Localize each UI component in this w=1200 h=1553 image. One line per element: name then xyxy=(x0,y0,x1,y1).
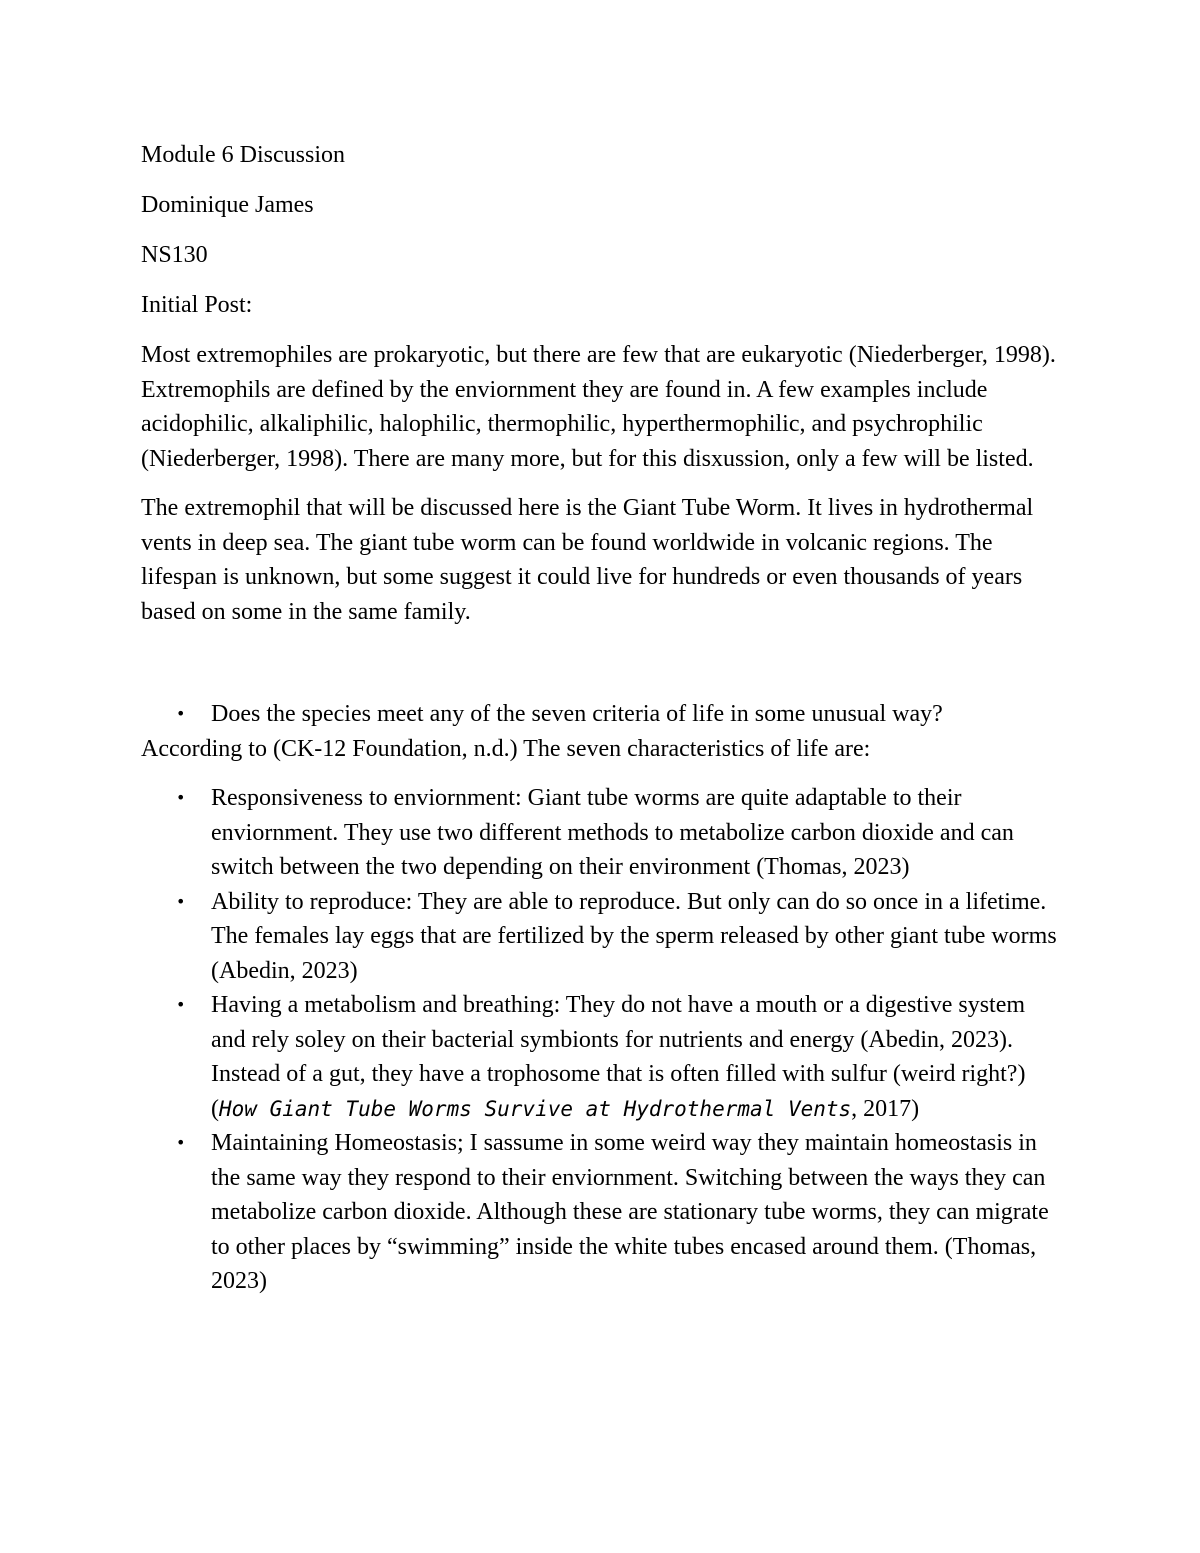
bullet-icon: • xyxy=(176,1133,186,1152)
criteria-list xyxy=(141,781,1061,1299)
section-heading: Initial Post: xyxy=(141,292,253,318)
bullet-icon: • xyxy=(176,704,186,723)
course-code: NS130 xyxy=(141,242,208,268)
bullet-icon: • xyxy=(176,995,186,1014)
list-item-homeostasis xyxy=(141,1126,1061,1299)
author-name: Dominique James xyxy=(141,192,314,218)
list-item-text: Responsiveness to enviornment: Giant tube worms are quite adaptable to their enviornment. They use two different methods to metabolize carbon dioxide and can switch between the two depending on their environment (Thomas, 2023) xyxy=(211,785,1014,880)
citation-year: , 2017) xyxy=(851,1095,920,1122)
list-item-metabolism xyxy=(141,988,1061,1126)
document-title: Module 6 Discussion xyxy=(141,142,345,168)
bullet-icon: • xyxy=(176,891,186,911)
citation-title: How Giant Tube Worms Survive at Hydrothermal Vents xyxy=(219,1096,852,1121)
spacer xyxy=(141,644,1061,697)
bullet-icon: • xyxy=(176,788,186,807)
question-text: Does the species meet any of the seven criteria of life in some unusual way? xyxy=(211,701,943,727)
criteria-intro: According to (CK-12 Foundation, n.d.) The seven characteristics of life are: xyxy=(141,735,871,762)
list-item-text: Having a metabolism and breathing: They do not have a mouth or a digestive system and rely soley on their bacterial symbionts for nutrients and energy (Abedin, 2023). Instead of a gut, they have a trophosome that is often filled with sulfur (weird right?) ( xyxy=(211,992,1026,1122)
question-item xyxy=(141,697,1061,732)
list-item-reproduction xyxy=(141,885,1061,989)
paragraph-giant-tube-worm: The extremophil that will be discussed here is the Giant Tube Worm. It lives in hydrothermal vents in deep sea. The giant tube worm can be found worldwide in volcanic regions. The lifespan is unknown, but some suggest it could live for hundreds or even thousands of years based on some in the same family. xyxy=(141,495,1034,625)
document-body xyxy=(141,138,1061,1299)
list-item-text: Maintaining Homeostasis; I sassume in some weird way they maintain homeostasis in the same way they respond to their enviornment. Switching between the ways they can metabolize carbon dioxide. Although these are stationary tube worms, they can migrate to other places by “swimming” inside the white tubes encased around them. (Thomas, 2023) xyxy=(211,1130,1049,1294)
list-item-responsiveness xyxy=(141,781,1061,885)
paragraph-extremophiles-intro: Most extremophiles are prokaryotic, but there are few that are eukaryotic (Niederberger, 1998). Extremophils are defined by the enviornment they are found in. A few examples include acidophilic, alkaliphilic, halophilic, thermophilic, hyperthermophilic, and psychrophilic (Niederberger, 1998). There are many more, but for this disxussion, only a few will be listed. xyxy=(141,342,1056,472)
list-item-text: Ability to reproduce: They are able to reproduce. But only can do so once in a lifetime. The females lay eggs that are fertilized by the sperm released by other giant tube worms (Abedin, 2023) xyxy=(211,888,1057,984)
